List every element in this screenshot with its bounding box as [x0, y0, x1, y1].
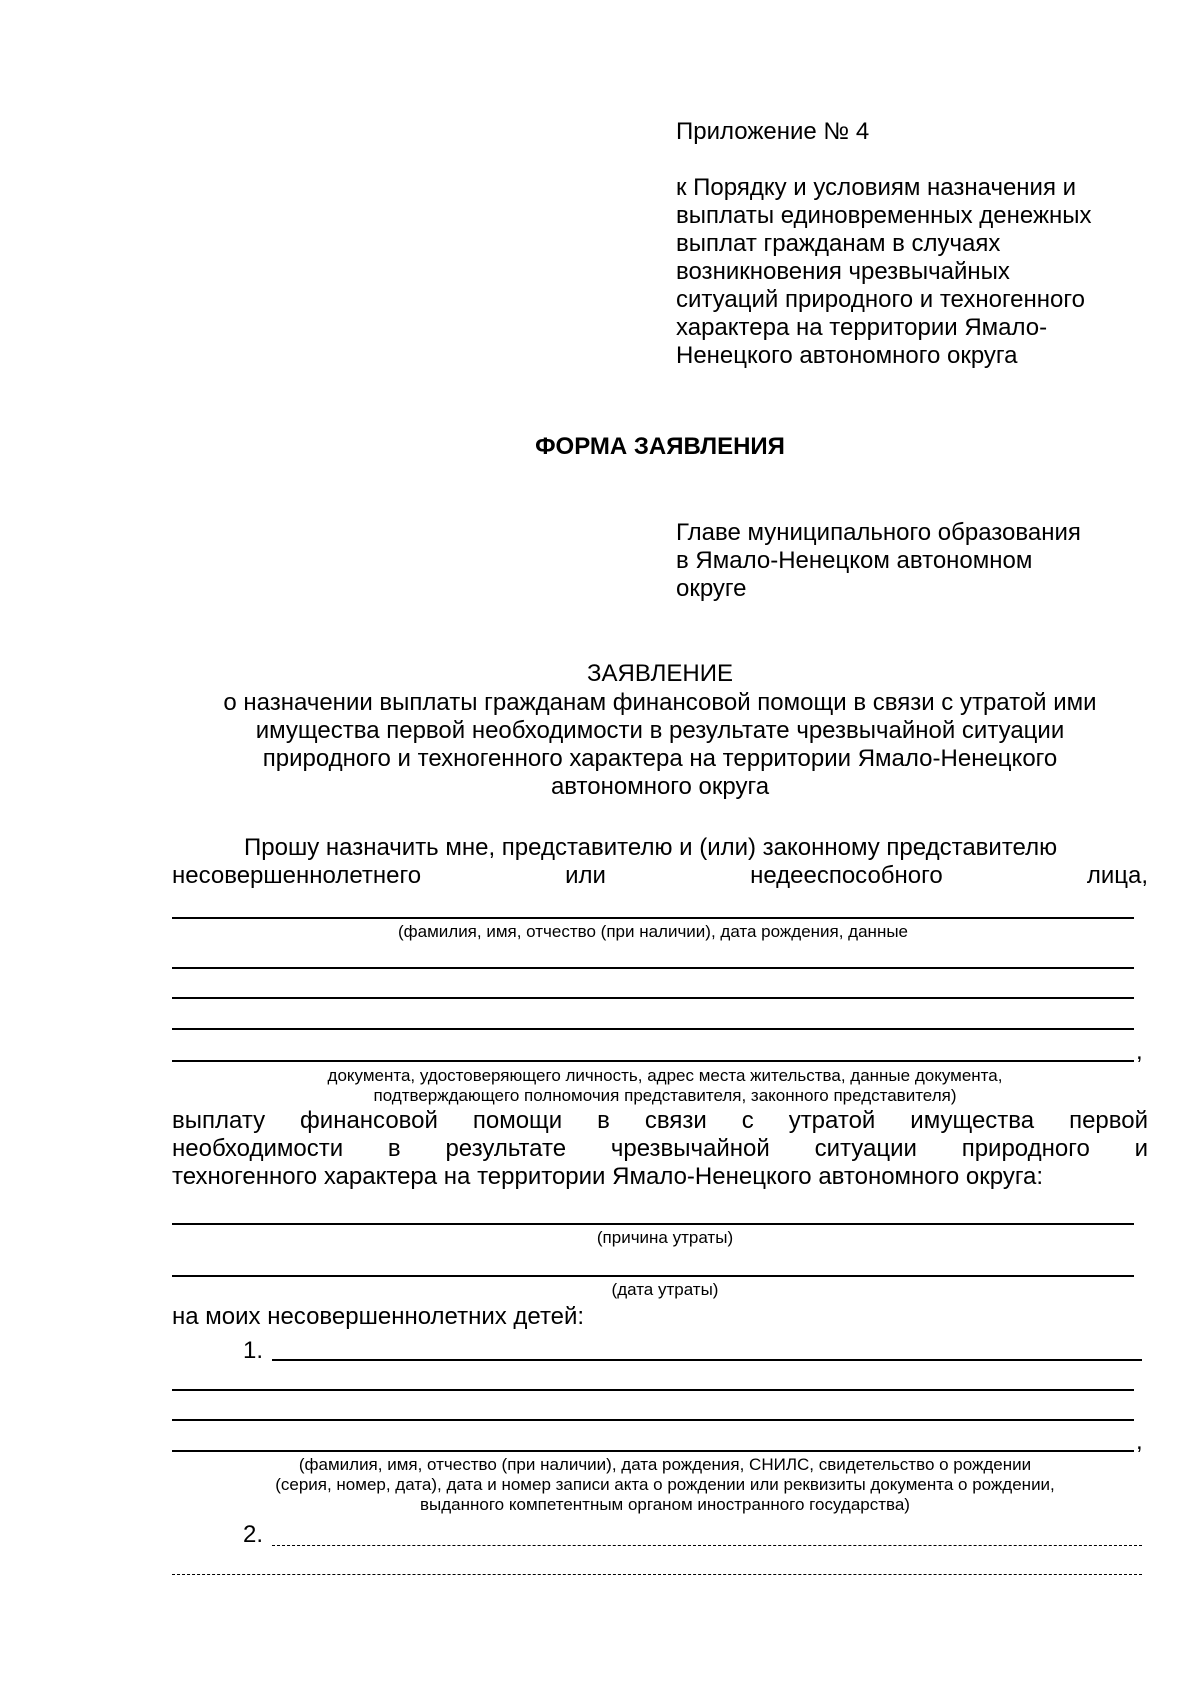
child-1-input-line[interactable]: [172, 1389, 1134, 1391]
addressee-line: округе: [676, 575, 747, 602]
request-line-2: несовершеннолетнего или недееспособного лица,: [172, 862, 1148, 889]
payment-line: техногенного характера на территории Ямало-Ненецкого автономного округа:: [172, 1163, 1044, 1190]
child-1-number: 1.: [243, 1337, 264, 1364]
child-hint-line: (фамилия, имя, отчество (при наличии), дата рождения, СНИЛС, свидетельство о рождении: [298, 1455, 1032, 1474]
applicant-hint-2-line: подтверждающего полномочия представителя, законного представителя): [373, 1086, 957, 1105]
loss-reason-input-line[interactable]: [172, 1223, 1134, 1225]
child-1-input-line[interactable]: [172, 1450, 1134, 1452]
statement-title: ЗАЯВЛЕНИЕ: [587, 660, 733, 687]
appendix-ref-line: возникновения чрезвычайных: [676, 258, 1010, 285]
applicant-input-line[interactable]: [172, 917, 1134, 919]
loss-date-hint: (дата утраты): [611, 1280, 719, 1299]
child-hint: [172, 1455, 1158, 1515]
payment-paragraph: [172, 1107, 1148, 1191]
statement-subtitle-line: о назначении выплаты гражданам финансовой помощи в связи с утратой ими: [223, 689, 1097, 716]
appendix-number: Приложение № 4: [676, 118, 870, 145]
payment-line: выплату финансовой помощи в связи с утратой имущества первой: [172, 1107, 1148, 1134]
statement-subtitle: [170, 689, 1150, 801]
applicant-hint-2: [172, 1066, 1158, 1106]
child-2-input-line[interactable]: [172, 1574, 1142, 1575]
statement-subtitle-line: имущества первой необходимости в результате чрезвычайной ситуации: [255, 717, 1065, 744]
payment-line: необходимости в результате чрезвычайной ситуации природного и: [172, 1135, 1148, 1162]
child-hint-line: выданного компетентным органом иностранного государства): [420, 1495, 910, 1514]
appendix-ref-line: к Порядку и условиям назначения и: [676, 174, 1077, 201]
appendix-ref-line: выплат гражданам в случаях: [676, 230, 1001, 257]
addressee-line: Главе муниципального образования: [676, 519, 1081, 546]
request-line-1: Прошу назначить мне, представителю и (или) законному представителю: [244, 834, 1058, 861]
appendix-reference: [676, 174, 1146, 370]
addressee: [676, 519, 1156, 603]
appendix-ref-line: Ненецкого автономного округа: [676, 342, 1018, 369]
child-hint-line: (серия, номер, дата), дата и номер записи акта о рождении или реквизиты документа о рождении,: [275, 1475, 1055, 1494]
appendix-ref-line: характера на территории Ямало-: [676, 314, 1048, 341]
child-2-input-line[interactable]: [272, 1545, 1142, 1546]
addressee-line: в Ямало-Ненецком автономном: [676, 547, 1033, 574]
applicant-input-line[interactable]: [172, 997, 1134, 999]
children-intro: на моих несовершеннолетних детей:: [172, 1303, 585, 1330]
line-comma: ,: [1136, 1428, 1143, 1455]
applicant-hint-2-line: документа, удостоверяющего личность, адрес места жительства, данные документа,: [327, 1066, 1003, 1085]
appendix-ref-line: ситуаций природного и техногенного: [676, 286, 1085, 313]
loss-date-input-line[interactable]: [172, 1275, 1134, 1277]
form-title: ФОРМА ЗАЯВЛЕНИЯ: [535, 433, 785, 460]
appendix-ref-line: выплаты единовременных денежных: [676, 202, 1092, 229]
statement-subtitle-line: автономного округа: [550, 773, 770, 800]
child-2-number: 2.: [243, 1521, 264, 1548]
applicant-input-line[interactable]: [172, 1060, 1134, 1062]
applicant-input-line[interactable]: [172, 1028, 1134, 1030]
line-comma: ,: [1136, 1038, 1143, 1065]
applicant-input-line[interactable]: [172, 967, 1134, 969]
loss-reason-hint: (причина утраты): [596, 1228, 734, 1247]
child-1-input-line[interactable]: [172, 1419, 1134, 1421]
child-1-input-line[interactable]: [272, 1359, 1142, 1361]
statement-subtitle-line: природного и техногенного характера на территории Ямало-Ненецкого: [262, 745, 1058, 772]
applicant-hint-1: (фамилия, имя, отчество (при наличии), дата рождения, данные: [397, 922, 909, 941]
